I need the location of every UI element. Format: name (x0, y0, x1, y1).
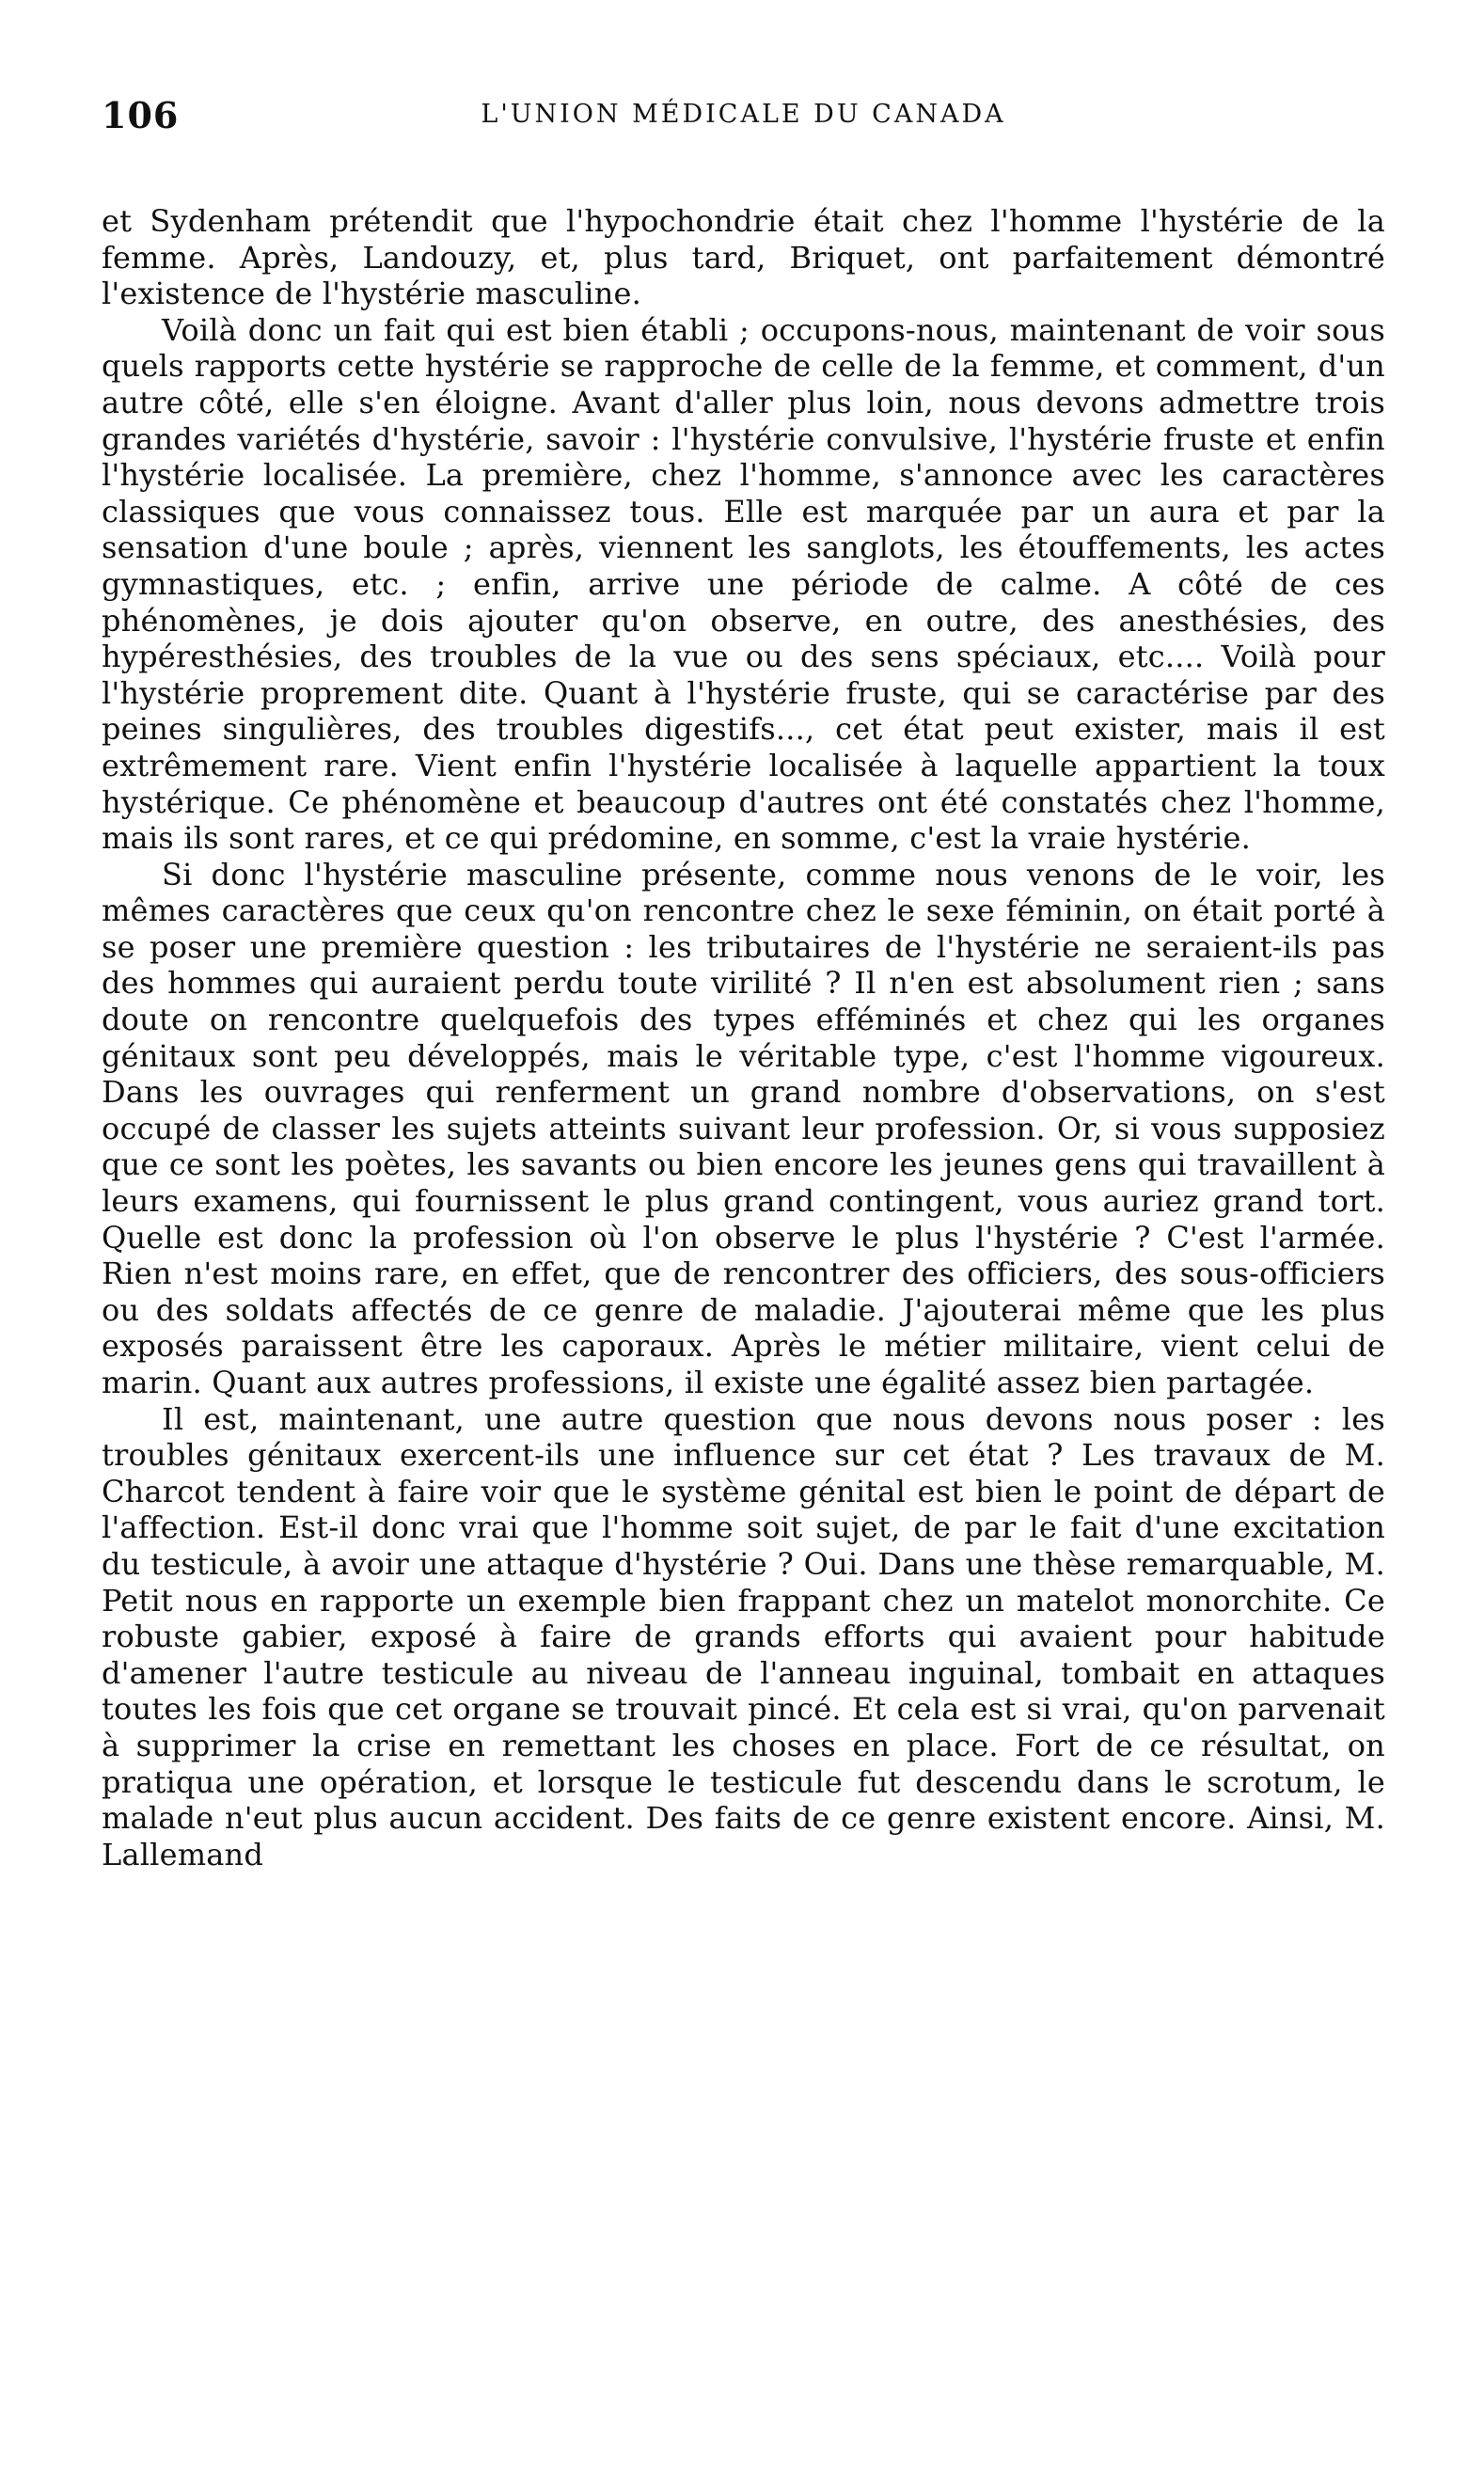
running-header (102, 94, 1385, 150)
paragraph: Il est, maintenant, une autre question que nous devons nous poser : les troubles génitaux exercent-ils une influence sur cet état ? Les travaux de M. Charcot tendent à faire voir que le système génital est bien le point de départ de l'affection. Est-il donc vrai que l'homme soit sujet, de par le fait d'une excitation du testicule, à avoir une attaque d'hystérie ? Oui. Dans une thèse remarquable, M. Petit nous en rapporte un exemple bien frappant chez un matelot monorchite. Ce robuste gabier, exposé à faire de grands efforts qui avaient pour habitude d'amener l'autre testicule au niveau de l'anneau inguinal, tombait en attaques toutes les fois que cet organe se trouvait pincé. Et cela est si vrai, qu'on parvenait à supprimer la crise en remettant les choses en place. Fort de ce résultat, on pratiqua une opération, et lorsque le testicule fut descendu dans le scrotum, le malade n'eut plus aucun accident. Des faits de ce genre existent encore. Ainsi, M. Lallemand (102, 1400, 1385, 1872)
journal-title: L'UNION MÉDICALE DU CANADA (481, 100, 1006, 129)
paragraph: Si donc l'hystérie masculine présente, comme nous venons de le voir, les mêmes caractères que ceux qu'on rencontre chez le sexe féminin, on était porté à se poser une première question : les tributaires de l'hystérie ne seraient-ils pas des hommes qui auraient perdu toute virilité ? Il n'en est absolument rien ; sans doute on rencontre quelquefois des types efféminés et chez qui les organes génitaux sont peu développés, mais le véritable type, c'est l'homme vigoureux. Dans les ouvrages qui renferment un grand nombre d'observations, on s'est occupé de classer les sujets atteints suivant leur profession. Or, si vous supposiez que ce sont les poètes, les savants ou bien encore les jeunes gens qui travaillent à leurs examens, qui fournissent le plus grand contingent, vous auriez grand tort. Quelle est donc la profession où l'on observe le plus l'hystérie ? C'est l'armée. Rien n'est moins rare, en effet, que de rencontrer des officiers, des sous-officiers ou des soldats affectés de ce genre de maladie. J'ajouterai même que les plus exposés paraissent être les caporaux. Après le métier militaire, vient celui de marin. Quant aux autres professions, il existe une égalité assez bien partagée. (102, 856, 1385, 1400)
page-number: 106 (102, 94, 180, 136)
article-body (102, 203, 1385, 1872)
page (102, 94, 1385, 2426)
paragraph: Voilà donc un fait qui est bien établi ; occupons-nous, maintenant de voir sous quels rapports cette hystérie se rapproche de celle de la femme, et comment, d'un autre côté, elle s'en éloigne. Avant d'aller plus loin, nous devons admettre trois grandes variétés d'hystérie, savoir : l'hystérie convulsive, l'hystérie fruste et enfin l'hystérie localisée. La première, chez l'homme, s'annonce avec les caractères classiques que vous connaissez tous. Elle est marquée par un aura et par la sensation d'une boule ; après, viennent les sanglots, les étouffements, les actes gymnastiques, etc. ; enfin, arrive une période de calme. A côté de ces phénomènes, je dois ajouter qu'on observe, en outre, des anesthésies, des hypéresthésies, des troubles de la vue ou des sens spéciaux, etc.... Voilà pour l'hystérie proprement dite. Quant à l'hystérie fruste, qui se caractérise par des peines singulières, des troubles digestifs..., cet état peut exister, mais il est extrêmement rare. Vient enfin l'hystérie localisée à laquelle appartient la toux hystérique. Ce phénomène et beaucoup d'autres ont été constatés chez l'homme, mais ils sont rares, et ce qui prédomine, en somme, c'est la vraie hystérie. (102, 311, 1385, 857)
paragraph: et Sydenham prétendit que l'hypochondrie était chez l'homme l'hystérie de la femme. Après, Landouzy, et, plus tard, Briquet, ont parfaitement démontré l'existence de l'hystérie masculine. (102, 203, 1385, 312)
